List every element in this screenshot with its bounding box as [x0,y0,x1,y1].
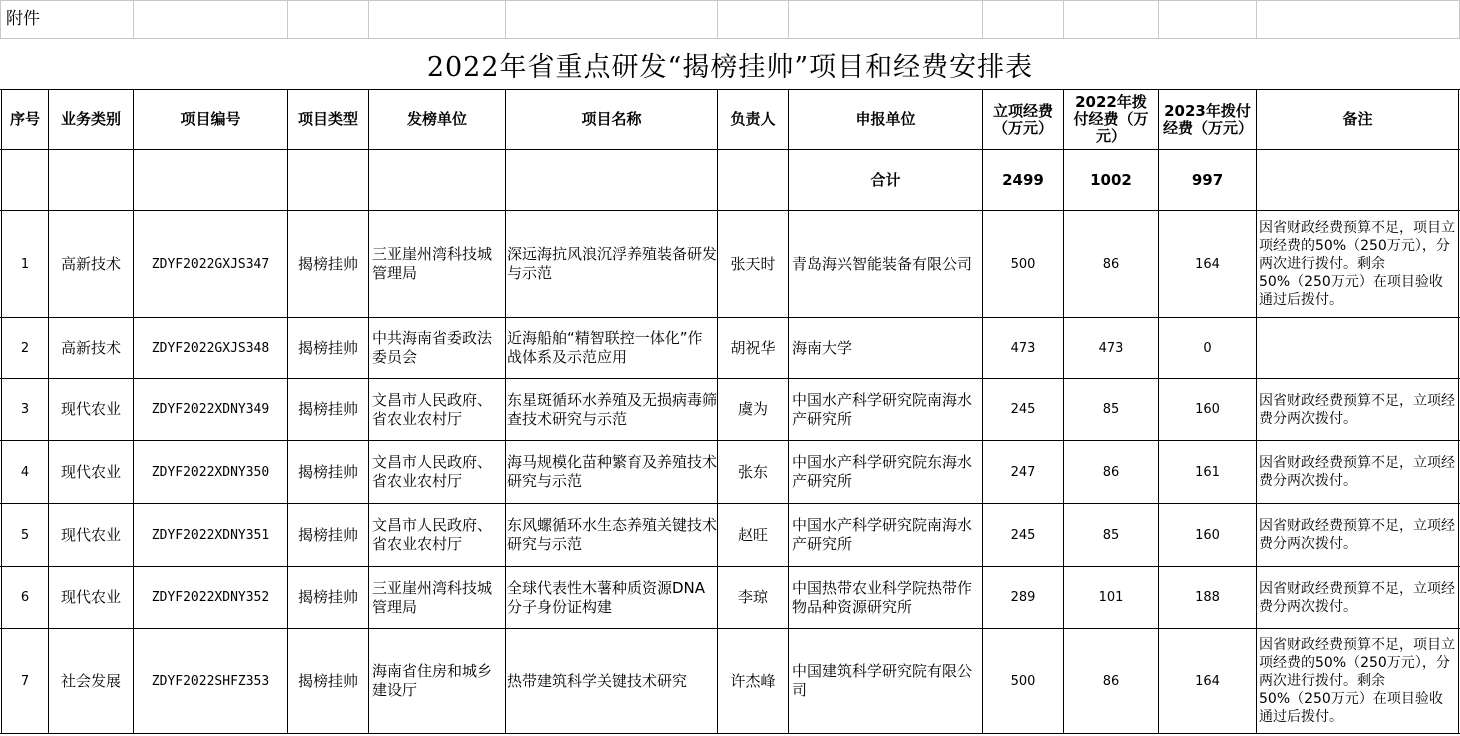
cell-funding-2023: 0 [1203,340,1212,356]
cell-funding-2023: 188 [1195,590,1220,605]
cell-name: 海马规模化苗种繁育及养殖技术研究与示范 [507,453,717,490]
cell-leader: 许杰峰 [730,671,776,690]
cell-applicant: 中国热带农业科学院热带作物品种资源研究所 [792,578,973,616]
cell-type: 揭榜挂帅 [297,254,358,273]
header-applicant: 申报单位 [855,110,916,128]
cell-remark: 因省财政经费预算不足，立项经费分两次拨付。 [1259,518,1455,552]
cell-funding-2022: 86 [1102,256,1120,272]
cell-seq: 3 [20,402,30,417]
cell-seq: 4 [20,464,30,480]
header-type: 项目类型 [297,110,358,128]
header-seq: 序号 [9,110,40,128]
table-row [0,567,1460,628]
summary-funding-2022: 1002 [1090,170,1132,189]
cell-applicant: 中国建筑科学研究院有限公司 [792,662,973,699]
cell-remark [1257,318,1458,378]
summary-funding-2023: 997 [1191,170,1224,189]
cell-category: 社会发展 [60,671,121,690]
cell-code: ZDYF2022XDNY352 [151,590,270,605]
cell-name: 热带建筑科学关键技术研究 [507,671,688,690]
table-row [0,318,1460,378]
cell-type: 揭榜挂帅 [297,338,358,357]
cell-name: 东风螺循环水生态养殖关键技术研究与示范 [507,516,717,553]
cell-applicant: 海南大学 [792,338,853,357]
cell-total-funding: 500 [1010,256,1036,272]
cell-total-funding: 289 [1010,590,1036,605]
table-row [0,629,1460,733]
cell-seq: 5 [20,527,30,543]
page-title: 2022年省重点研发“揭榜挂帅”项目和经费安排表 [426,51,1034,83]
cell-type: 揭榜挂帅 [297,400,358,418]
cell-total-funding: 245 [1010,402,1036,417]
cell-leader: 赵旺 [737,525,768,544]
summary-total-funding: 2499 [1002,170,1044,189]
cell-issuer: 三亚崖州湾科技城管理局 [372,578,493,616]
cell-issuer: 三亚崖州湾科技城管理局 [372,245,493,282]
cell-total-funding: 247 [1010,464,1036,480]
table-row [0,379,1460,440]
cell-name: 全球代表性木薯种质资源DNA分子身份证构建 [507,578,706,616]
header-remark: 备注 [1342,110,1373,128]
cell-remark: 因省财政经费预算不足，项目立项经费的50%（250万元），分两次进行拨付。剩余50%（250万元）在项目验收通过后拨付。 [1259,637,1455,725]
cell-funding-2022: 85 [1102,527,1120,543]
cell-issuer: 文昌市人民政府、省农业农村厅 [372,453,493,490]
cell-leader: 张天时 [730,254,776,273]
cell-total-funding: 245 [1010,527,1036,543]
cell-funding-2023: 164 [1195,673,1220,689]
cell-applicant: 中国水产科学研究院东海水产研究所 [792,453,973,490]
cell-leader: 李琼 [737,588,768,606]
cell-remark: 因省财政经费预算不足，项目立项经费的50%（250万元），分两次进行拨付。剩余50%（250万元）在项目验收通过后拨付。 [1259,220,1455,308]
cell-funding-2022: 86 [1102,673,1120,689]
header-funding-2022: 2022年拨付经费（万元） [1073,93,1149,145]
header-code: 项目编号 [180,110,241,128]
summary-label: 合计 [870,170,901,189]
table-row [0,211,1460,317]
cell-code: ZDYF2022GXJS348 [151,340,270,356]
cell-funding-2022: 85 [1102,402,1120,417]
header-leader: 负责人 [730,110,776,128]
cell-category: 现代农业 [60,462,121,481]
cell-applicant: 青岛海兴智能装备有限公司 [792,254,973,273]
cell-funding-2023: 161 [1195,464,1220,480]
cell-funding-2023: 160 [1195,402,1220,417]
cell-code: ZDYF2022SHFZ353 [151,673,270,689]
cell-type: 揭榜挂帅 [297,462,358,481]
cell-applicant: 中国水产科学研究院南海水产研究所 [792,390,973,428]
cell-issuer: 文昌市人民政府、省农业农村厅 [372,516,493,553]
cell-leader: 虞为 [737,400,768,418]
cell-type: 揭榜挂帅 [297,588,358,606]
cell-funding-2023: 160 [1195,527,1220,543]
attachment-label: 附件 [6,9,40,29]
header-name: 项目名称 [581,110,642,128]
cell-issuer: 海南省住房和城乡建设厅 [372,662,493,699]
cell-seq: 6 [20,590,30,605]
header-category: 业务类别 [60,110,121,128]
cell-category: 现代农业 [60,525,121,544]
cell-category: 现代农业 [60,400,121,418]
cell-applicant: 中国水产科学研究院南海水产研究所 [792,516,973,553]
cell-name: 东星斑循环水养殖及无损病毒筛查技术研究与示范 [507,390,717,428]
cell-issuer: 中共海南省委政法委员会 [372,329,493,366]
cell-funding-2022: 86 [1102,464,1120,480]
cell-funding-2022: 473 [1098,340,1124,356]
table-row [0,504,1460,566]
cell-code: ZDYF2022GXJS347 [151,256,270,272]
cell-leader: 胡祝华 [730,338,776,357]
cell-total-funding: 473 [1010,340,1036,356]
cell-remark: 因省财政经费预算不足，立项经费分两次拨付。 [1259,580,1455,615]
cell-remark: 因省财政经费预算不足，立项经费分两次拨付。 [1259,392,1455,427]
cell-type: 揭榜挂帅 [297,671,358,690]
cell-code: ZDYF2022XDNY349 [151,402,270,417]
cell-leader: 张东 [737,462,768,481]
cell-issuer: 文昌市人民政府、省农业农村厅 [372,390,493,428]
cell-category: 高新技术 [60,338,121,357]
header-total-funding: 立项经费（万元） [992,101,1053,137]
cell-seq: 7 [20,673,30,689]
cell-funding-2022: 101 [1098,590,1124,605]
cell-name: 近海船舶“精智联控一体化”作战体系及示范应用 [507,329,703,366]
cell-code: ZDYF2022XDNY351 [151,527,270,543]
cell-type: 揭榜挂帅 [297,525,358,544]
table-row [0,441,1460,503]
cell-total-funding: 500 [1010,673,1036,689]
cell-code: ZDYF2022XDNY350 [151,464,270,480]
cell-category: 高新技术 [60,254,121,273]
cell-remark: 因省财政经费预算不足，立项经费分两次拨付。 [1259,455,1455,489]
cell-funding-2023: 164 [1195,256,1220,272]
header-funding-2023: 2023年拨付经费（万元） [1163,101,1254,137]
cell-seq: 2 [20,340,30,356]
cell-seq: 1 [20,256,30,272]
header-issuer: 发榜单位 [406,110,467,128]
cell-category: 现代农业 [60,588,121,606]
cell-name: 深远海抗风浪沉浮养殖装备研发与示范 [507,245,717,282]
